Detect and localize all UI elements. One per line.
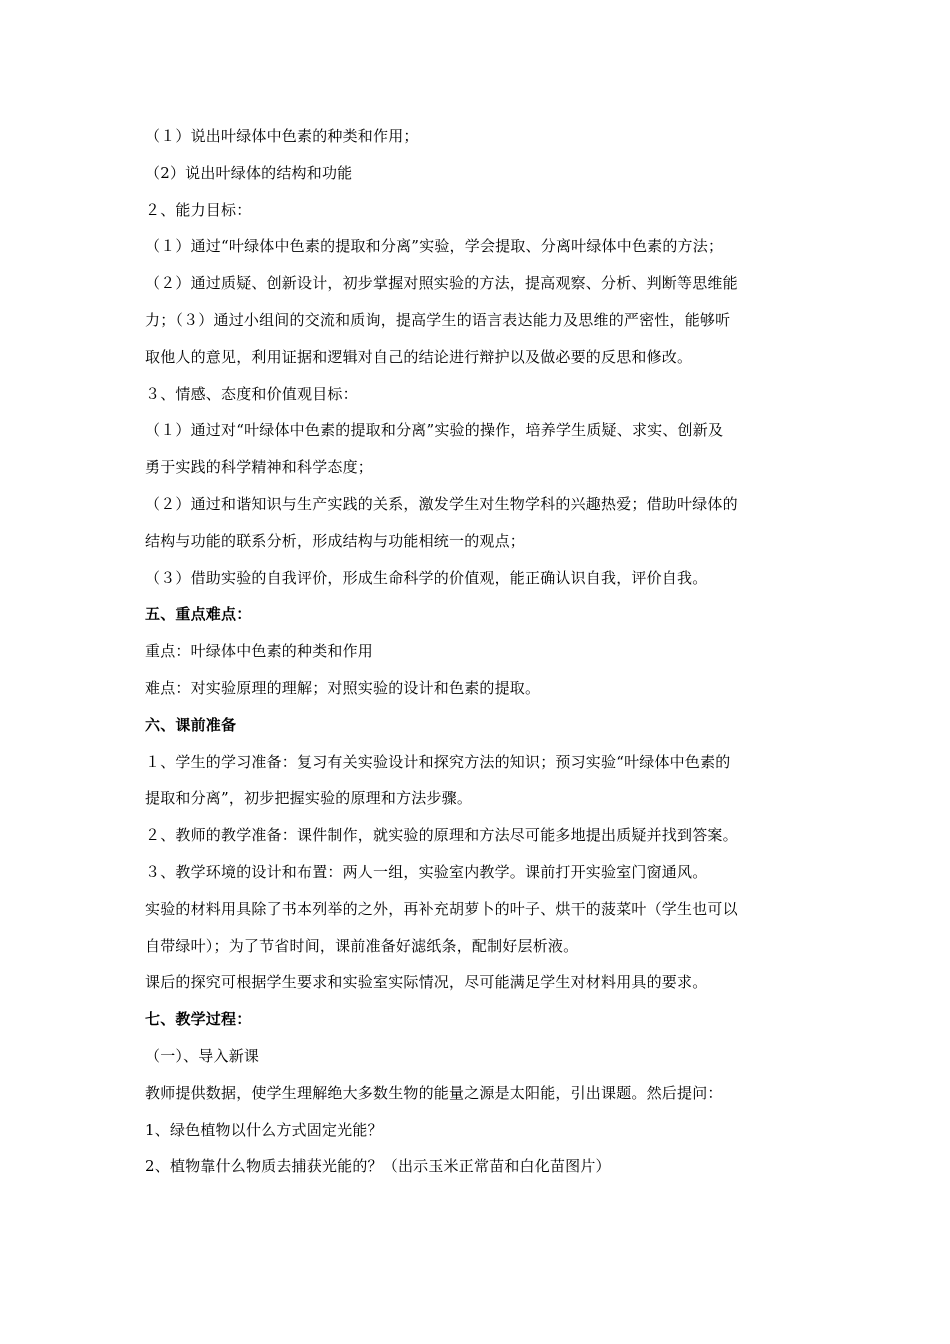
text-line: 实验的材料用具除了书本列举的之外，再补充胡萝卜的叶子、烘干的菠菜叶（学生也可以 bbox=[145, 899, 738, 918]
document-page bbox=[145, 118, 815, 1185]
text-line: ２、能力目标： bbox=[145, 200, 252, 219]
section-heading: 六、课前准备 bbox=[145, 715, 237, 734]
text-line: （２）通过质疑、创新设计，初步掌握对照实验的方法，提高观察、分析、判断等思维能 bbox=[145, 274, 738, 293]
text-line: （１）通过对“叶绿体中色素的提取和分离”实验的操作，培养学生质疑、求实、创新及 bbox=[145, 421, 724, 440]
text-line: 力；（３）通过小组间的交流和质询，提高学生的语言表达能力及思维的严密性，能够听 bbox=[145, 310, 731, 329]
text-line: 结构与功能的联系分析，形成结构与功能相统一的观点； bbox=[145, 531, 526, 550]
text-line: ２、教师的教学准备：课件制作，就实验的原理和方法尽可能多地提出质疑并找到答案。 bbox=[145, 826, 738, 845]
text-line: 难点：对实验原理的理解；对照实验的设计和色素的提取。 bbox=[145, 678, 541, 697]
text-line: （３）借助实验的自我评价，形成生命科学的价值观，能正确认识自我，评价自我。 bbox=[145, 568, 708, 587]
text-line: 取他人的意见，利用证据和逻辑对自己的结论进行辩护以及做必要的反思和修改。 bbox=[145, 347, 693, 366]
text-line: 提取和分离”，初步把握实验的原理和方法步骤。 bbox=[145, 789, 473, 808]
text-line: 重点：叶绿体中色素的种类和作用 bbox=[145, 642, 374, 661]
text-line: （１）通过“叶绿体中色素的提取和分离”实验，学会提取、分离叶绿体中色素的方法； bbox=[145, 237, 724, 256]
section-heading: 五、重点难点： bbox=[145, 605, 252, 624]
text-line: 课后的探究可根据学生要求和实验室实际情况，尽可能满足学生对材料用具的要求。 bbox=[145, 973, 708, 992]
text-line: ３、教学环境的设计和布置：两人一组，实验室内教学。课前打开实验室门窗通风。 bbox=[145, 862, 708, 881]
text-line: 1、绿色植物以什么方式固定光能？ bbox=[145, 1120, 383, 1139]
text-line: 勇于实践的科学精神和科学态度； bbox=[145, 458, 374, 477]
text-line: ３、情感、态度和价值观目标： bbox=[145, 384, 358, 403]
text-line: （２）通过和谐知识与生产实践的关系，激发学生对生物学科的兴趣热爱；借助叶绿体的 bbox=[145, 494, 738, 513]
text-line: 自带绿叶）；为了节省时间，课前准备好滤纸条，配制好层析液。 bbox=[145, 936, 579, 955]
text-line: （2）说出叶绿体的结构和功能 bbox=[145, 163, 353, 182]
text-line: 2、植物靠什么物质去捕获光能的？（出示玉米正常苗和白化苗图片） bbox=[145, 1157, 611, 1176]
section-heading: 七、教学过程： bbox=[145, 1010, 252, 1029]
text-line: 教师提供数据，使学生理解绝大多数生物的能量之源是太阳能，引出课题。然后提问： bbox=[145, 1083, 723, 1102]
text-line: （一）、导入新课 bbox=[145, 1046, 260, 1065]
text-line: １、学生的学习准备：复习有关实验设计和探究方法的知识；预习实验“叶绿体中色素的 bbox=[145, 752, 731, 771]
text-line: （１）说出叶绿体中色素的种类和作用； bbox=[145, 127, 419, 145]
